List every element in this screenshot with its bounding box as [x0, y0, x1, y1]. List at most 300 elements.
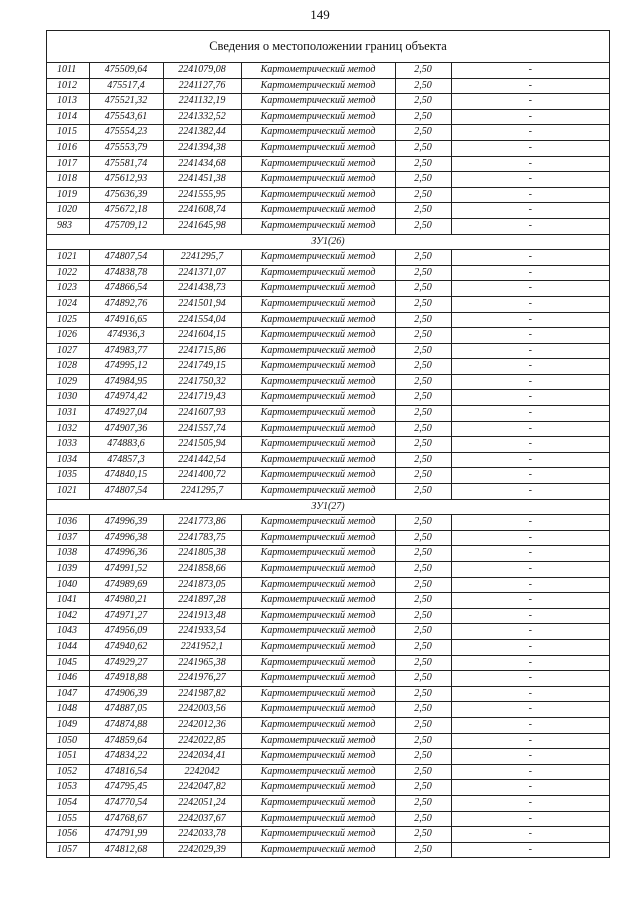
accuracy-cell: 2,50 — [395, 780, 451, 796]
point-number-cell: 1030 — [47, 390, 89, 406]
x-coordinate-cell: 474940,62 — [89, 639, 163, 655]
method-cell: Картометрический метод — [241, 78, 395, 94]
point-number-cell: 1035 — [47, 468, 89, 484]
point-number-cell: 1056 — [47, 827, 89, 843]
accuracy-cell: 2,50 — [395, 452, 451, 468]
accuracy-cell: 2,50 — [395, 94, 451, 110]
page-number: 149 — [310, 7, 330, 22]
method-cell: Картометрический метод — [241, 795, 395, 811]
section-label: ЗУ1(26) — [47, 234, 609, 250]
x-coordinate-cell: 474974,42 — [89, 390, 163, 406]
accuracy-cell: 2,50 — [395, 109, 451, 125]
accuracy-cell: 2,50 — [395, 187, 451, 203]
table-row — [47, 624, 609, 640]
table-row — [47, 452, 609, 468]
point-number-cell: 1048 — [47, 702, 89, 718]
method-cell: Картометрический метод — [241, 63, 395, 78]
method-cell: Картометрический метод — [241, 218, 395, 234]
accuracy-cell: 2,50 — [395, 203, 451, 219]
y-coordinate-cell: 2242037,67 — [163, 811, 241, 827]
y-coordinate-cell: 2241555,95 — [163, 187, 241, 203]
accuracy-cell: 2,50 — [395, 250, 451, 266]
accuracy-cell: 2,50 — [395, 359, 451, 375]
y-coordinate-cell: 2241976,27 — [163, 671, 241, 687]
accuracy-cell: 2,50 — [395, 733, 451, 749]
accuracy-cell: 2,50 — [395, 468, 451, 484]
x-coordinate-cell: 475553,79 — [89, 140, 163, 156]
x-coordinate-cell: 474892,76 — [89, 296, 163, 312]
y-coordinate-cell: 2242029,39 — [163, 842, 241, 858]
table-row — [47, 749, 609, 765]
x-coordinate-cell: 474768,67 — [89, 811, 163, 827]
accuracy-cell: 2,50 — [395, 296, 451, 312]
method-cell: Картометрический метод — [241, 250, 395, 266]
table-row — [47, 265, 609, 281]
description-cell: - — [451, 686, 609, 702]
accuracy-cell: 2,50 — [395, 406, 451, 422]
method-cell: Картометрический метод — [241, 717, 395, 733]
y-coordinate-cell: 2241873,05 — [163, 577, 241, 593]
point-number-cell: 1057 — [47, 842, 89, 858]
method-cell: Картометрический метод — [241, 577, 395, 593]
accuracy-cell: 2,50 — [395, 515, 451, 531]
method-cell: Картометрический метод — [241, 156, 395, 172]
accuracy-cell: 2,50 — [395, 140, 451, 156]
x-coordinate-cell: 475612,93 — [89, 172, 163, 188]
method-cell: Картометрический метод — [241, 140, 395, 156]
table-row — [47, 94, 609, 110]
x-coordinate-cell: 474991,52 — [89, 562, 163, 578]
table-row — [47, 359, 609, 375]
table-row — [47, 125, 609, 141]
table-row — [47, 374, 609, 390]
accuracy-cell: 2,50 — [395, 374, 451, 390]
table-row — [47, 390, 609, 406]
description-cell: - — [451, 125, 609, 141]
x-coordinate-cell: 474857,3 — [89, 452, 163, 468]
table-row — [47, 827, 609, 843]
accuracy-cell: 2,50 — [395, 608, 451, 624]
table-title: Сведения о местоположении границ объекта — [47, 31, 609, 63]
x-coordinate-cell: 474840,15 — [89, 468, 163, 484]
point-number-cell: 1050 — [47, 733, 89, 749]
method-cell: Картометрический метод — [241, 484, 395, 500]
description-cell: - — [451, 530, 609, 546]
accuracy-cell: 2,50 — [395, 749, 451, 765]
point-number-cell: 1055 — [47, 811, 89, 827]
y-coordinate-cell: 2241715,86 — [163, 343, 241, 359]
accuracy-cell: 2,50 — [395, 437, 451, 453]
x-coordinate-cell: 474816,54 — [89, 764, 163, 780]
table-row — [47, 343, 609, 359]
table-row — [47, 78, 609, 94]
table-row — [47, 639, 609, 655]
accuracy-cell: 2,50 — [395, 63, 451, 78]
point-number-cell: 1018 — [47, 172, 89, 188]
table-row — [47, 733, 609, 749]
description-cell: - — [451, 265, 609, 281]
method-cell: Картометрический метод — [241, 842, 395, 858]
description-cell: - — [451, 156, 609, 172]
method-cell: Картометрический метод — [241, 671, 395, 687]
method-cell: Картометрический метод — [241, 686, 395, 702]
y-coordinate-cell: 2241913,48 — [163, 608, 241, 624]
point-number-cell: 1026 — [47, 328, 89, 344]
accuracy-cell: 2,50 — [395, 811, 451, 827]
description-cell: - — [451, 562, 609, 578]
x-coordinate-cell: 474956,09 — [89, 624, 163, 640]
accuracy-cell: 2,50 — [395, 764, 451, 780]
table-row — [47, 671, 609, 687]
accuracy-cell: 2,50 — [395, 78, 451, 94]
accuracy-cell: 2,50 — [395, 686, 451, 702]
x-coordinate-cell: 475521,32 — [89, 94, 163, 110]
description-cell: - — [451, 842, 609, 858]
y-coordinate-cell: 2241719,43 — [163, 390, 241, 406]
y-coordinate-cell: 2241858,66 — [163, 562, 241, 578]
accuracy-cell: 2,50 — [395, 671, 451, 687]
y-coordinate-cell: 2241965,38 — [163, 655, 241, 671]
point-number-cell: 1042 — [47, 608, 89, 624]
y-coordinate-cell: 2241645,98 — [163, 218, 241, 234]
table-row — [47, 437, 609, 453]
description-cell: - — [451, 577, 609, 593]
y-coordinate-cell: 2241805,38 — [163, 546, 241, 562]
x-coordinate-cell: 474980,21 — [89, 593, 163, 609]
point-number-cell: 1016 — [47, 140, 89, 156]
y-coordinate-cell: 2241987,82 — [163, 686, 241, 702]
point-number-cell: 1049 — [47, 717, 89, 733]
point-number-cell: 1031 — [47, 406, 89, 422]
y-coordinate-cell: 2241451,38 — [163, 172, 241, 188]
method-cell: Картометрический метод — [241, 764, 395, 780]
y-coordinate-cell: 2241438,73 — [163, 281, 241, 297]
table-row — [47, 795, 609, 811]
point-number-cell: 1040 — [47, 577, 89, 593]
point-number-cell: 1034 — [47, 452, 89, 468]
method-cell: Картометрический метод — [241, 421, 395, 437]
point-number-cell: 1025 — [47, 312, 89, 328]
y-coordinate-cell: 2241079,08 — [163, 63, 241, 78]
y-coordinate-cell: 2241608,74 — [163, 203, 241, 219]
method-cell: Картометрический метод — [241, 827, 395, 843]
x-coordinate-cell: 474918,88 — [89, 671, 163, 687]
method-cell: Картометрический метод — [241, 328, 395, 344]
table-row — [47, 608, 609, 624]
description-cell: - — [451, 780, 609, 796]
x-coordinate-cell: 474916,65 — [89, 312, 163, 328]
method-cell: Картометрический метод — [241, 593, 395, 609]
accuracy-cell: 2,50 — [395, 530, 451, 546]
description-cell: - — [451, 702, 609, 718]
x-coordinate-cell: 474770,54 — [89, 795, 163, 811]
method-cell: Картометрический метод — [241, 359, 395, 375]
method-cell: Картометрический метод — [241, 655, 395, 671]
description-cell: - — [451, 109, 609, 125]
x-coordinate-cell: 474812,68 — [89, 842, 163, 858]
accuracy-cell: 2,50 — [395, 624, 451, 640]
y-coordinate-cell: 2241933,54 — [163, 624, 241, 640]
point-number-cell: 1054 — [47, 795, 89, 811]
point-number-cell: 1041 — [47, 593, 89, 609]
point-number-cell: 1017 — [47, 156, 89, 172]
table-row — [47, 109, 609, 125]
method-cell: Картометрический метод — [241, 608, 395, 624]
method-cell: Картометрический метод — [241, 515, 395, 531]
description-cell: - — [451, 78, 609, 94]
y-coordinate-cell: 2241750,32 — [163, 374, 241, 390]
table-row — [47, 172, 609, 188]
table-row — [47, 250, 609, 266]
description-cell: - — [451, 468, 609, 484]
method-cell: Картометрический метод — [241, 281, 395, 297]
y-coordinate-cell: 2241127,76 — [163, 78, 241, 94]
accuracy-cell: 2,50 — [395, 562, 451, 578]
y-coordinate-cell: 2241332,52 — [163, 109, 241, 125]
table-row — [47, 515, 609, 531]
accuracy-cell: 2,50 — [395, 421, 451, 437]
method-cell: Картометрический метод — [241, 452, 395, 468]
y-coordinate-cell: 2241394,38 — [163, 140, 241, 156]
x-coordinate-cell: 475709,12 — [89, 218, 163, 234]
point-number-cell: 1027 — [47, 343, 89, 359]
description-cell: - — [451, 515, 609, 531]
table-row — [47, 312, 609, 328]
table-row — [47, 281, 609, 297]
description-cell: - — [451, 795, 609, 811]
x-coordinate-cell: 475554,23 — [89, 125, 163, 141]
table-row — [47, 702, 609, 718]
table-row — [47, 593, 609, 609]
accuracy-cell: 2,50 — [395, 390, 451, 406]
description-cell: - — [451, 296, 609, 312]
x-coordinate-cell: 474989,69 — [89, 577, 163, 593]
point-number-cell: 1024 — [47, 296, 89, 312]
y-coordinate-cell: 2241773,86 — [163, 515, 241, 531]
accuracy-cell: 2,50 — [395, 312, 451, 328]
description-cell: - — [451, 655, 609, 671]
point-number-cell: 983 — [47, 218, 89, 234]
table-row — [47, 764, 609, 780]
description-cell: - — [451, 218, 609, 234]
method-cell: Картометрический метод — [241, 811, 395, 827]
x-coordinate-cell: 475636,39 — [89, 187, 163, 203]
x-coordinate-cell: 474996,39 — [89, 515, 163, 531]
description-cell: - — [451, 328, 609, 344]
x-coordinate-cell: 474995,12 — [89, 359, 163, 375]
description-cell: - — [451, 608, 609, 624]
y-coordinate-cell: 2241132,19 — [163, 94, 241, 110]
x-coordinate-cell: 474866,54 — [89, 281, 163, 297]
section-header-row — [47, 234, 609, 250]
y-coordinate-cell: 2242051,24 — [163, 795, 241, 811]
table-row — [47, 203, 609, 219]
x-coordinate-cell: 474906,39 — [89, 686, 163, 702]
table-row — [47, 780, 609, 796]
x-coordinate-cell: 475543,61 — [89, 109, 163, 125]
x-coordinate-cell: 474859,64 — [89, 733, 163, 749]
point-number-cell: 1032 — [47, 421, 89, 437]
y-coordinate-cell: 2241749,15 — [163, 359, 241, 375]
description-cell: - — [451, 546, 609, 562]
x-coordinate-cell: 474887,05 — [89, 702, 163, 718]
y-coordinate-cell: 2241557,74 — [163, 421, 241, 437]
method-cell: Картометрический метод — [241, 374, 395, 390]
accuracy-cell: 2,50 — [395, 593, 451, 609]
y-coordinate-cell: 2242003,56 — [163, 702, 241, 718]
x-coordinate-cell: 474983,77 — [89, 343, 163, 359]
point-number-cell: 1020 — [47, 203, 89, 219]
table-row — [47, 530, 609, 546]
point-number-cell: 1036 — [47, 515, 89, 531]
table-row — [47, 468, 609, 484]
x-coordinate-cell: 474996,38 — [89, 530, 163, 546]
accuracy-cell: 2,50 — [395, 639, 451, 655]
method-cell: Картометрический метод — [241, 125, 395, 141]
point-number-cell: 1011 — [47, 63, 89, 78]
description-cell: - — [451, 359, 609, 375]
accuracy-cell: 2,50 — [395, 281, 451, 297]
description-cell: - — [451, 733, 609, 749]
point-number-cell: 1012 — [47, 78, 89, 94]
point-number-cell: 1013 — [47, 94, 89, 110]
y-coordinate-cell: 2241607,93 — [163, 406, 241, 422]
y-coordinate-cell: 2241505,94 — [163, 437, 241, 453]
accuracy-cell: 2,50 — [395, 702, 451, 718]
boundary-points-table — [47, 63, 609, 858]
method-cell: Картометрический метод — [241, 749, 395, 765]
point-number-cell: 1043 — [47, 624, 89, 640]
method-cell: Картометрический метод — [241, 203, 395, 219]
point-number-cell: 1021 — [47, 250, 89, 266]
section-header-row — [47, 499, 609, 515]
description-cell: - — [451, 671, 609, 687]
point-number-cell: 1038 — [47, 546, 89, 562]
x-coordinate-cell: 475517,4 — [89, 78, 163, 94]
method-cell: Картометрический метод — [241, 312, 395, 328]
method-cell: Картометрический метод — [241, 468, 395, 484]
x-coordinate-cell: 474834,22 — [89, 749, 163, 765]
description-cell: - — [451, 343, 609, 359]
description-cell: - — [451, 406, 609, 422]
point-number-cell: 1052 — [47, 764, 89, 780]
description-cell: - — [451, 811, 609, 827]
description-cell: - — [451, 827, 609, 843]
table-row — [47, 63, 609, 78]
table-row — [47, 686, 609, 702]
method-cell: Картометрический метод — [241, 390, 395, 406]
method-cell: Картометрический метод — [241, 265, 395, 281]
table-body — [47, 63, 609, 858]
accuracy-cell: 2,50 — [395, 795, 451, 811]
method-cell: Картометрический метод — [241, 172, 395, 188]
method-cell: Картометрический метод — [241, 343, 395, 359]
y-coordinate-cell: 2241382,44 — [163, 125, 241, 141]
point-number-cell: 1039 — [47, 562, 89, 578]
accuracy-cell: 2,50 — [395, 577, 451, 593]
method-cell: Картометрический метод — [241, 406, 395, 422]
x-coordinate-cell: 474984,95 — [89, 374, 163, 390]
x-coordinate-cell: 474883,6 — [89, 437, 163, 453]
point-number-cell: 1046 — [47, 671, 89, 687]
point-number-cell: 1044 — [47, 639, 89, 655]
table-row — [47, 655, 609, 671]
y-coordinate-cell: 2241783,75 — [163, 530, 241, 546]
x-coordinate-cell: 474907,36 — [89, 421, 163, 437]
method-cell: Картометрический метод — [241, 780, 395, 796]
description-cell: - — [451, 717, 609, 733]
table-row — [47, 156, 609, 172]
accuracy-cell: 2,50 — [395, 328, 451, 344]
y-coordinate-cell: 2241554,04 — [163, 312, 241, 328]
method-cell: Картометрический метод — [241, 546, 395, 562]
x-coordinate-cell: 474927,04 — [89, 406, 163, 422]
section-label: ЗУ1(27) — [47, 499, 609, 515]
accuracy-cell: 2,50 — [395, 842, 451, 858]
description-cell: - — [451, 390, 609, 406]
table-row — [47, 421, 609, 437]
method-cell: Картометрический метод — [241, 639, 395, 655]
x-coordinate-cell: 475509,64 — [89, 63, 163, 78]
x-coordinate-cell: 474791,99 — [89, 827, 163, 843]
point-number-cell: 1051 — [47, 749, 89, 765]
x-coordinate-cell: 474996,36 — [89, 546, 163, 562]
accuracy-cell: 2,50 — [395, 343, 451, 359]
description-cell: - — [451, 172, 609, 188]
point-number-cell: 1033 — [47, 437, 89, 453]
description-cell: - — [451, 94, 609, 110]
table-row — [47, 296, 609, 312]
y-coordinate-cell: 2241952,1 — [163, 639, 241, 655]
method-cell: Картометрический метод — [241, 109, 395, 125]
description-cell: - — [451, 312, 609, 328]
boundary-table-frame — [46, 30, 610, 858]
point-number-cell: 1047 — [47, 686, 89, 702]
point-number-cell: 1014 — [47, 109, 89, 125]
y-coordinate-cell: 2241371,07 — [163, 265, 241, 281]
method-cell: Картометрический метод — [241, 187, 395, 203]
point-number-cell: 1029 — [47, 374, 89, 390]
y-coordinate-cell: 2242033,78 — [163, 827, 241, 843]
accuracy-cell: 2,50 — [395, 717, 451, 733]
method-cell: Картометрический метод — [241, 94, 395, 110]
x-coordinate-cell: 474807,54 — [89, 484, 163, 500]
description-cell: - — [451, 484, 609, 500]
table-row — [47, 140, 609, 156]
point-number-cell: 1019 — [47, 187, 89, 203]
description-cell: - — [451, 624, 609, 640]
x-coordinate-cell: 475672,18 — [89, 203, 163, 219]
y-coordinate-cell: 2242012,36 — [163, 717, 241, 733]
y-coordinate-cell: 2242022,85 — [163, 733, 241, 749]
y-coordinate-cell: 2241442,54 — [163, 452, 241, 468]
accuracy-cell: 2,50 — [395, 827, 451, 843]
y-coordinate-cell: 2242034,41 — [163, 749, 241, 765]
y-coordinate-cell: 2242047,82 — [163, 780, 241, 796]
y-coordinate-cell: 2241295,7 — [163, 250, 241, 266]
description-cell: - — [451, 437, 609, 453]
y-coordinate-cell: 2241604,15 — [163, 328, 241, 344]
table-row — [47, 842, 609, 858]
method-cell: Картометрический метод — [241, 624, 395, 640]
method-cell: Картометрический метод — [241, 296, 395, 312]
y-coordinate-cell: 2241501,94 — [163, 296, 241, 312]
y-coordinate-cell: 2241434,68 — [163, 156, 241, 172]
x-coordinate-cell: 474795,45 — [89, 780, 163, 796]
y-coordinate-cell: 2242042 — [163, 764, 241, 780]
x-coordinate-cell: 474838,78 — [89, 265, 163, 281]
x-coordinate-cell: 474971,27 — [89, 608, 163, 624]
